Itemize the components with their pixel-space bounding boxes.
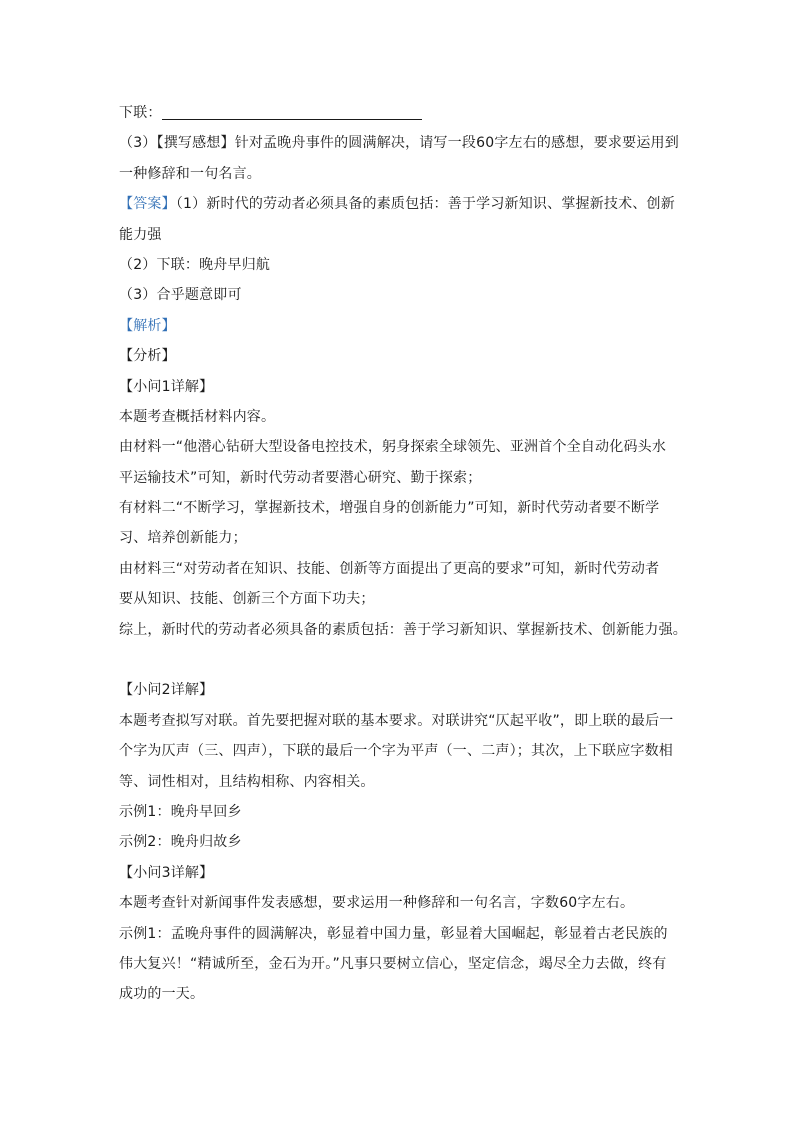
answer-line-1	[119, 189, 679, 219]
analysis-tag: 【解析】	[119, 317, 176, 334]
answer-blank-line	[119, 98, 679, 128]
paragraph-line: 示例1：孟晚舟事件的圆满解决，彰显着中国力量，彰显着大国崛起，彰显着古老民族的	[119, 925, 668, 942]
answer-3: （3）合乎题意即可	[119, 287, 242, 304]
paragraph-line: 成功的一天。	[119, 986, 205, 1003]
document-body	[119, 98, 687, 1010]
answer-tag: 【答案】	[119, 196, 176, 213]
paragraph-line: 平运输技术”可知，新时代劳动者要潜心研究、勤于探索；	[119, 469, 482, 486]
paragraph-line: 由材料三“对劳动者在知识、技能、创新等方面提出了更高的要求”可知，新时代劳动者	[119, 560, 660, 577]
paragraph-line: 本题考查拟写对联。首先要把握对联的基本要求。对联讲究“仄起平收”，即上联的最后一	[119, 712, 674, 729]
lower-couplet-label: 下联：	[119, 105, 162, 121]
subquestion-1-heading: 【小问1详解】	[119, 378, 214, 395]
question-3-line-2: 一种修辞和一句名言。	[119, 165, 261, 182]
paragraph-line: 个字为仄声（三、四声），下联的最后一个字为平声（一、二声）；其次，上下联应字数相	[119, 743, 673, 760]
question-3-line-1: （3）【撰写感想】针对孟晚舟事件的圆满解决，请写一段60字左右的感想，要求要运用到	[119, 135, 679, 152]
analysis-heading: 【分析】	[119, 348, 176, 365]
example-line: 示例2：晚舟归故乡	[119, 834, 242, 851]
answer-line-2: 能力强	[119, 226, 162, 243]
subquestion-3-heading: 【小问3详解】	[119, 864, 214, 881]
paragraph-line: 本题考查针对新闻事件发表感想，要求运用一种修辞和一句名言，字数60字左右。	[119, 895, 635, 912]
subquestion-2-heading: 【小问2详解】	[119, 682, 214, 699]
paragraph-line: 有材料二“不断学习，掌握新技术，增强自身的创新能力”可知，新时代劳动者要不断学	[119, 500, 660, 517]
paragraph-line: 本题考查概括材料内容。	[119, 408, 276, 425]
paragraph-line: 要从知识、技能、创新三个方面下功夫；	[119, 591, 375, 608]
answer-2: （2）下联：晚舟早归航	[119, 256, 271, 273]
fill-in-blank	[162, 101, 422, 120]
paragraph-line: 习、培养创新能力；	[119, 530, 247, 547]
answer-1-text: （1）新时代的劳动者必须具备的素质包括：善于学习新知识、掌握新技术、创新	[175, 196, 675, 213]
paragraph-line: 伟大复兴！“精诚所至，金石为开。”凡事只要树立信心，坚定信念，竭尽全力去做，终有	[119, 955, 667, 972]
paragraph-spacer	[119, 645, 679, 675]
paragraph-line: 等、词性相对，且结构相称、内容相关。	[119, 773, 375, 790]
example-line: 示例1：晚舟早回乡	[119, 803, 242, 820]
paragraph-line: 由材料一“他潜心钻研大型设备电控技术，躬身探索全球领先、亚洲首个全自动化码头水	[119, 439, 667, 456]
paragraph-line: 综上，新时代的劳动者必须具备的素质包括：善于学习新知识、掌握新技术、创新能力强。	[119, 621, 687, 638]
